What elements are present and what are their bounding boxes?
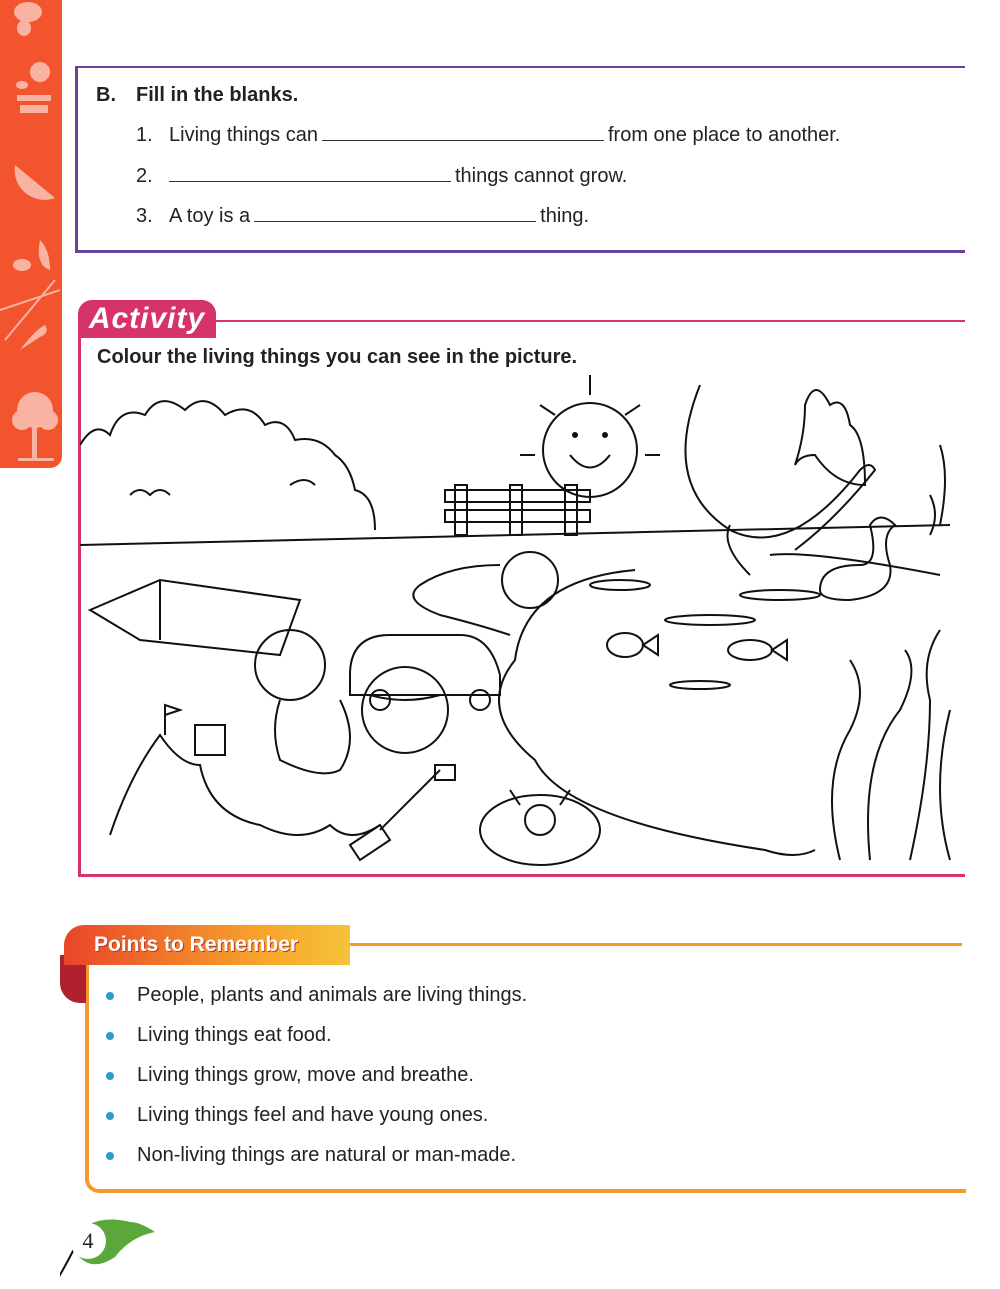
trees-far: [930, 445, 945, 535]
box: [90, 580, 300, 655]
fish: [607, 633, 787, 660]
question-3: [136, 205, 589, 228]
bullet-icon: [106, 1112, 114, 1120]
activity-instruction: Colour the living things you can see in the picture.: [97, 346, 578, 368]
question-text: A toy is a: [169, 205, 251, 227]
question-2: [136, 165, 627, 188]
duck: [820, 518, 895, 601]
girl-crawling: [413, 552, 558, 635]
question-text: Living things can: [169, 124, 318, 146]
points-to-remember-title: Points to Remember: [64, 925, 350, 965]
beach-ball: [362, 667, 448, 753]
answer-blank[interactable]: [169, 165, 451, 182]
bushes: [80, 401, 375, 530]
page-number: 4: [70, 1223, 106, 1259]
butterfly-icon: [14, 2, 42, 36]
point-item: Non-living things are natural or man-made.: [137, 1144, 517, 1166]
point-item: Living things grow, move and breathe.: [137, 1064, 474, 1086]
boy: [255, 630, 350, 773]
sun: [520, 375, 660, 497]
activity-tag: Activity: [78, 300, 216, 338]
question-number: 1.: [136, 124, 153, 146]
colouring-picture[interactable]: [80, 365, 962, 870]
exercise-heading: Fill in the blanks.: [136, 84, 299, 106]
exercise-title: [96, 84, 298, 107]
seaweed: [832, 630, 950, 860]
point-item: Living things eat food.: [137, 1024, 332, 1046]
question-text: from one place to another.: [607, 124, 841, 146]
pond: [499, 554, 940, 855]
answer-blank[interactable]: [322, 124, 604, 141]
branch-bird-icon: [0, 240, 60, 350]
point-item: People, plants and animals are living things.: [137, 984, 528, 1006]
bullet-icon: [106, 1072, 114, 1080]
bullet-icon: [106, 1032, 114, 1040]
bullet-icon: [106, 1152, 114, 1160]
point-item: Living things feel and have young ones.: [137, 1104, 489, 1126]
question-text: thing.: [540, 205, 590, 227]
question-number: 3.: [136, 205, 153, 227]
question-number: 2.: [136, 165, 153, 187]
decorative-sidebar: [0, 0, 62, 468]
tree-icon: [12, 392, 58, 461]
watermelon-icon: [15, 165, 55, 200]
bullet-icon: [106, 992, 114, 1000]
fill-in-blanks-exercise: [75, 66, 965, 253]
answer-blank[interactable]: [254, 205, 536, 222]
potted-flower-icon: [16, 62, 51, 113]
exercise-label: B.: [96, 84, 116, 106]
flying-bird: [795, 390, 865, 485]
question-1: [136, 124, 840, 147]
question-text: things cannot grow.: [455, 165, 628, 187]
spade: [350, 765, 455, 860]
